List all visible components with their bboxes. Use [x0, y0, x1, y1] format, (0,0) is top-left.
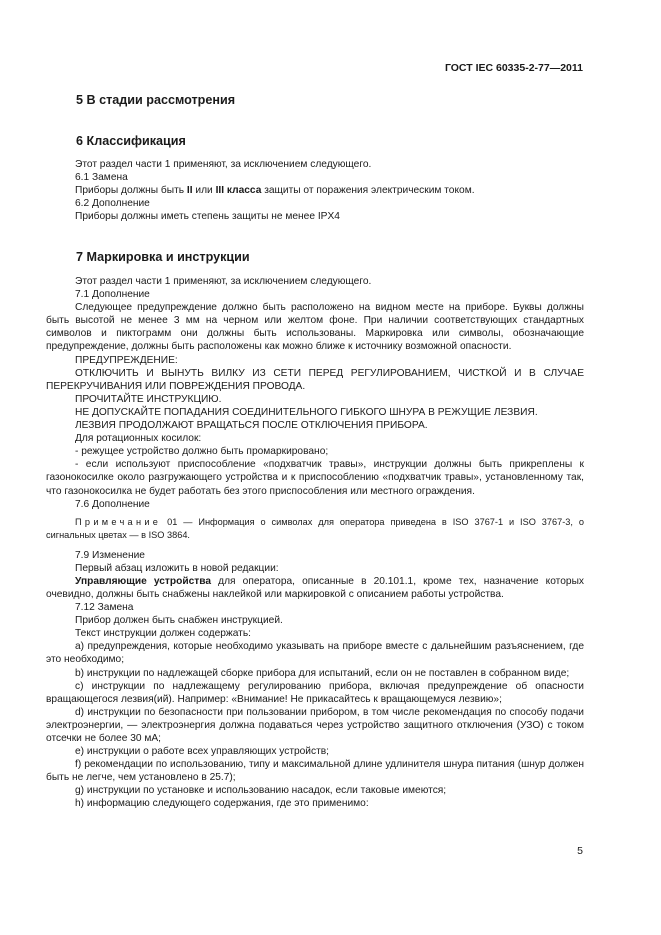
list-item: h) информацию следующего содержания, где это применимо: [75, 798, 369, 810]
rotary-item-1: - режущее устройство должно быть промаркировано; [75, 446, 329, 458]
subsection-7-12-text-1: Прибор должен быть снабжен инструкцией. [75, 615, 283, 627]
list-item: b) инструкции по надлежащей сборке прибора для испытаний, если он не поставлен в собранном виде; [75, 667, 570, 679]
note-7-6: Примечание 01 — Информация о символах для оператора приведена в ISO 3767-1 и ISO 3767-3, о сигнальных цветах — в ISO 3864. [46, 516, 584, 540]
warning-line-4: ЛЕЗВИЯ ПРОДОЛЖАЮТ ВРАЩАТЬСЯ ПОСЛЕ ОТКЛЮЧЕНИЯ ПРИБОРА. [75, 420, 428, 432]
list-item: a) предупреждения, которые необходимо указывать на приборе вместе с дальнейшим разъяснением, где это необходимо; [46, 641, 584, 666]
warning-line-3: НЕ ДОПУСКАЙТЕ ПОПАДАНИЯ СОЕДИНИТЕЛЬНОГО ГИБКОГО ШНУРА В РЕЖУЩИЕ ЛЕЗВИЯ. [75, 406, 538, 418]
section-6-body [46, 158, 584, 223]
subsection-7-6-label: 7.6 Дополнение [75, 498, 150, 510]
rotary-intro: Для ротационных косилок: [75, 433, 202, 445]
section-6-intro: Этот раздел части 1 применяют, за исключением следующего. [75, 159, 372, 170]
subsection-6-2-text: Приборы должны иметь степень защиты не менее IPX4 [75, 211, 340, 223]
subsection-7-9-text: Управляющие устройства для оператора, описанные в 20.101.1, кроме тех, назначение которых очевидно, должны быть снабжены наклейкой или маркировкой с описанием работы устройства. [46, 575, 584, 600]
note-word: Примечание [75, 516, 162, 527]
section-7-title: 7 Маркировка и инструкции [76, 250, 250, 264]
warning-placement-paragraph: Следующее предупреждение должно быть расположено на видном месте на приборе. Буквы должны быть высотой не менее 3 мм на черном или желтом фоне. При наличии соответствующих стандартных символов и пиктограмм они должны быть использованы. Маркировка или символы, обозначающие предупреждение, должны быть расположены как можно ближе к источнику возможной опасности. [46, 302, 584, 353]
list-item: c) инструкции по надлежащему регулированию прибора, включая предупреждение об опасности вращающегося лезвия(ий). Например: «Внимание! Не прикасайтесь к вращающемуся лезвию»; [46, 680, 584, 705]
standard-code: ГОСТ IEC 60335-2-77—2011 [444, 62, 583, 74]
subsection-6-1-text: Приборы должны быть II или III класса защиты от поражения электрическим током. [75, 185, 475, 197]
subsection-6-1-label: 6.1 Замена [75, 172, 128, 184]
page-number: 5 [577, 845, 583, 857]
subsection-7-9-label: 7.9 Изменение [75, 549, 145, 561]
warning-title: ПРЕДУПРЕЖДЕНИЕ: [75, 354, 178, 366]
list-item: e) инструкции о работе всех управляющих устройств; [75, 746, 330, 758]
list-item: f) рекомендации по использованию, типу и максимальной длине удлинителя шнура питания (шнур должен быть не легче, чем установлено в 25.7); [46, 759, 584, 784]
subsection-7-12-text-2: Текст инструкции должен содержать: [75, 628, 251, 640]
subsection-6-2-label: 6.2 Дополнение [75, 198, 150, 210]
section-7-body [46, 275, 584, 811]
warning-line-1: ОТКЛЮЧИТЬ И ВЫНУТЬ ВИЛКУ ИЗ СЕТИ ПЕРЕД РЕГУЛИРОВАНИЕМ, ЧИСТКОЙ И В СЛУЧАЕ ПЕРЕКРУЧИВАНИЯ ИЛИ ПОВРЕЖДЕНИЯ ПРОВОДА. [46, 367, 584, 392]
subsection-7-1-label: 7.1 Дополнение [75, 289, 150, 301]
warning-line-2: ПРОЧИТАЙТЕ ИНСТРУКЦИЮ. [75, 393, 222, 405]
subsection-7-9-intro: Первый абзац изложить в новой редакции: [75, 562, 279, 574]
section-6-title: 6 Классификация [76, 134, 186, 148]
list-item: g) инструкции по установке и использованию насадок, если таковые имеются; [75, 785, 447, 797]
subsection-7-12-label: 7.12 Замена [75, 602, 134, 614]
list-item: d) инструкции по безопасности при пользовании прибором, в том числе рекомендация по способу подачи электроэнергии, — электроэнергия должна подаваться через устройство защитного отключения (УЗО) с током отсечки не более 30 мА; [46, 706, 584, 744]
section-7-intro: Этот раздел части 1 применяют, за исключением следующего. [75, 276, 372, 287]
rotary-item-2: - если используют приспособление «подхватчик травы», инструкции должны быть прикреплены к газонокосилке около разгружающего устройства и к приспособлению «подхватчик травы», установленному так, что газонокосилка не будет работать без этого приспособления или местного ограждения. [46, 459, 584, 497]
section-5-title: 5 В стадии рассмотрения [76, 93, 236, 107]
